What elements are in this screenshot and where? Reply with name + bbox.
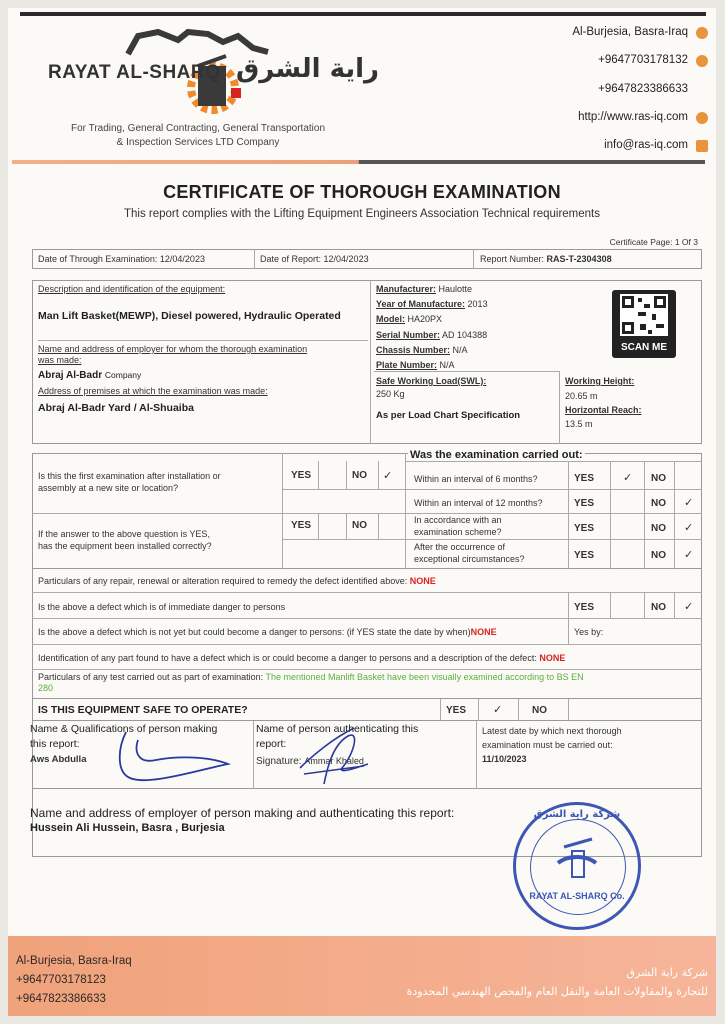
report-number: [480, 254, 612, 264]
scheme-no-check: ✓: [684, 522, 694, 534]
employer-label-2: was made:: [38, 355, 82, 365]
int12-no-check: ✓: [684, 497, 694, 509]
int6-yes-check: ✓: [623, 472, 633, 484]
q2-no[interactable]: NO: [352, 520, 367, 531]
certificate-page: [8, 8, 716, 1016]
immediate-no[interactable]: NO: [651, 602, 666, 613]
safe-yes[interactable]: YES: [446, 705, 467, 716]
model: Model: HA20PX: [376, 314, 443, 324]
swl-value: 250 Kg: [376, 389, 405, 399]
q1-yes[interactable]: YES: [291, 470, 312, 481]
future-danger: Is the above a defect which is not yet but could become a danger to persons: (if YES state the date by when)NONE: [38, 627, 497, 637]
equipment-section: [32, 280, 702, 444]
premises-value: Abraj Al-Badr Yard / Al-Shuaiba: [38, 402, 194, 414]
stamp-rig-icon: [554, 835, 600, 885]
company-tagline: [38, 122, 358, 150]
stamp-text-english: RAYAT AL-SHARQ Co.: [529, 891, 625, 901]
company-name: RAYAT AL-SHARQ: [48, 62, 221, 83]
carried-out-label: Was the examination carried out:: [410, 449, 583, 461]
mail-icon: [696, 140, 708, 152]
employer-of-person-value: Hussein Ali Hussein, Basra , Burjesia: [30, 822, 225, 834]
scheme-label: In accordance with an examination scheme?: [414, 515, 502, 537]
footer-arabic-name: شركة راية الشرق: [626, 966, 708, 979]
height-label: Working Height:: [565, 376, 635, 386]
employer-of-person-label: Name and address of employer of person making and authenticating this report:: [30, 806, 455, 820]
exam-date: Date of Through Examination: 12/04/2023: [38, 254, 205, 264]
premises-label: Address of premises at which the examination was made:: [38, 386, 268, 396]
tests-row: Particulars of any test carried out as part of examination: The mentioned Manlift Basket have been visually examined according to BS EN 280: [38, 672, 584, 693]
immediate-danger-label: Is the above a defect which is of immediate danger to persons: [38, 602, 286, 612]
swl-spec: As per Load Chart Specification: [376, 410, 521, 421]
scan-me-label: SCAN ME: [620, 342, 668, 353]
report-date: Date of Report: 12/04/2023: [260, 254, 369, 264]
auth-signature-icon: [294, 724, 374, 786]
immediate-no-check: ✓: [684, 601, 694, 613]
except-yes[interactable]: YES: [574, 550, 595, 561]
repair-particulars: Particulars of any repair, renewal or alteration required to remedy the defect identified above: NONE: [38, 576, 436, 586]
footer-phone-1[interactable]: +9647703178123: [16, 974, 106, 986]
safe-yes-check: ✓: [493, 704, 503, 716]
int6-no[interactable]: NO: [651, 473, 666, 484]
next-exam-date: 11/10/2023: [482, 754, 527, 764]
report-number-label: Report Number:: [480, 254, 545, 264]
next-exam-label: Latest date by which next thorough examination must be carried out:: [482, 726, 622, 750]
swl-label: Safe Working Load(SWL):: [376, 376, 487, 386]
reach-label: Horizontal Reach:: [565, 405, 642, 415]
maker-label: Name & Qualifications of person making this report:: [30, 723, 218, 750]
identification-row: Identification of any part found to have a defect which is or could become a danger to persons and a description of the defect: NONE: [38, 653, 566, 663]
int6-yes[interactable]: YES: [574, 473, 595, 484]
top-rule: [20, 12, 706, 16]
auth-signature: Signature: Ammar Khaled: [256, 756, 364, 767]
footer-phone-2[interactable]: +9647823386633: [16, 993, 106, 1005]
auth-name: Ammar Khaled: [304, 756, 364, 766]
height-value: 20.65 m: [565, 391, 598, 401]
stamp-text-arabic: شركة راية الشرق: [533, 809, 621, 820]
contact-website[interactable]: http://www.ras-iq.com: [578, 111, 688, 123]
repair-value: NONE: [409, 576, 436, 586]
safe-no[interactable]: NO: [532, 705, 547, 716]
desc-label: Description and identification of the equipment:: [38, 284, 226, 294]
contact-email[interactable]: info@ras-iq.com: [604, 139, 688, 151]
q1-no[interactable]: NO: [352, 470, 367, 481]
tagline-line-2: & Inspection Services LTD Company: [116, 137, 280, 148]
first-exam-question: Is this the first examination after installation or assembly at a new site or location?: [38, 471, 221, 493]
footer-address: Al-Burjesia, Basra-Iraq: [16, 955, 132, 967]
auth-label: Name of person authenticating this report:: [256, 723, 419, 750]
q2-yes[interactable]: YES: [291, 520, 312, 531]
plate-number: Plate Number: N/A: [376, 360, 455, 370]
except-no[interactable]: NO: [651, 550, 666, 561]
int12-yes[interactable]: YES: [574, 498, 595, 509]
location-icon: [696, 27, 708, 39]
report-number-value: RAS-T-2304308: [546, 254, 612, 264]
contact-phone-2[interactable]: +9647823386633: [598, 83, 688, 95]
employer-value: Abraj Al-Badr Company: [38, 370, 142, 381]
interval-6-label: Within an interval of 6 months?: [414, 474, 538, 484]
tagline-line-1: For Trading, General Contracting, General Transportation: [70, 123, 326, 134]
immediate-yes[interactable]: YES: [574, 602, 595, 613]
employer-label-1: Name and address of employer for whom the thorough examination: [38, 344, 308, 354]
contact-phone-1[interactable]: +9647703178132: [598, 54, 688, 66]
phone-icon: [696, 55, 708, 67]
contact-address: Al-Burjesia, Basra-Iraq: [572, 26, 688, 38]
maker-name: Aws Abdulla: [30, 754, 87, 765]
year-of-manufacture: Year of Manufacture: 2013: [376, 299, 488, 309]
safe-question: IS THIS EQUIPMENT SAFE TO OPERATE?: [38, 704, 248, 716]
interval-12-label: Within an interval of 12 months?: [414, 498, 543, 508]
certificate-title: CERTIFICATE OF THOROUGH EXAMINATION: [163, 182, 561, 202]
installed-correctly-question: If the answer to the above question is YES, has the equipment been installed correctly?: [38, 529, 212, 551]
tests-value: The mentioned Manlift Basket have been visually examined according to BS EN: [265, 672, 584, 682]
int12-no[interactable]: NO: [651, 498, 666, 509]
qr-code-icon[interactable]: [612, 290, 676, 358]
maker-signature-icon: [78, 726, 238, 788]
scheme-no[interactable]: NO: [651, 523, 666, 534]
chassis-number: Chassis Number: N/A: [376, 345, 468, 355]
serial-number: Serial Number: AD 104388: [376, 330, 488, 340]
globe-icon: [696, 112, 708, 124]
q1-no-check: ✓: [383, 470, 393, 482]
reach-value: 13.5 m: [565, 419, 593, 429]
footer-arabic-tagline: للتجارة والمقاولات العامة والنقل العام والفحص الهندسي المحدودة: [406, 985, 708, 998]
compliance-note: This report complies with the Lifting Equipment Engineers Association Technical requirements: [123, 208, 600, 220]
company-name-arabic: راية الشرق: [236, 54, 380, 84]
company-stamp: [513, 802, 641, 930]
except-no-check: ✓: [684, 549, 694, 561]
yes-by-label: Yes by:: [574, 627, 604, 637]
certificate-page-number: Certificate Page: 1 Of 3: [609, 237, 698, 247]
manufacturer: Manufacturer: Haulotte: [376, 284, 473, 294]
footer: [8, 936, 716, 1016]
scheme-yes[interactable]: YES: [574, 523, 595, 534]
exceptional-label: After the occurrence of exceptional circumstances?: [414, 542, 525, 564]
header-divider: [12, 160, 705, 164]
desc-value: Man Lift Basket(MEWP), Diesel powered, Hydraulic Operated: [38, 310, 341, 322]
